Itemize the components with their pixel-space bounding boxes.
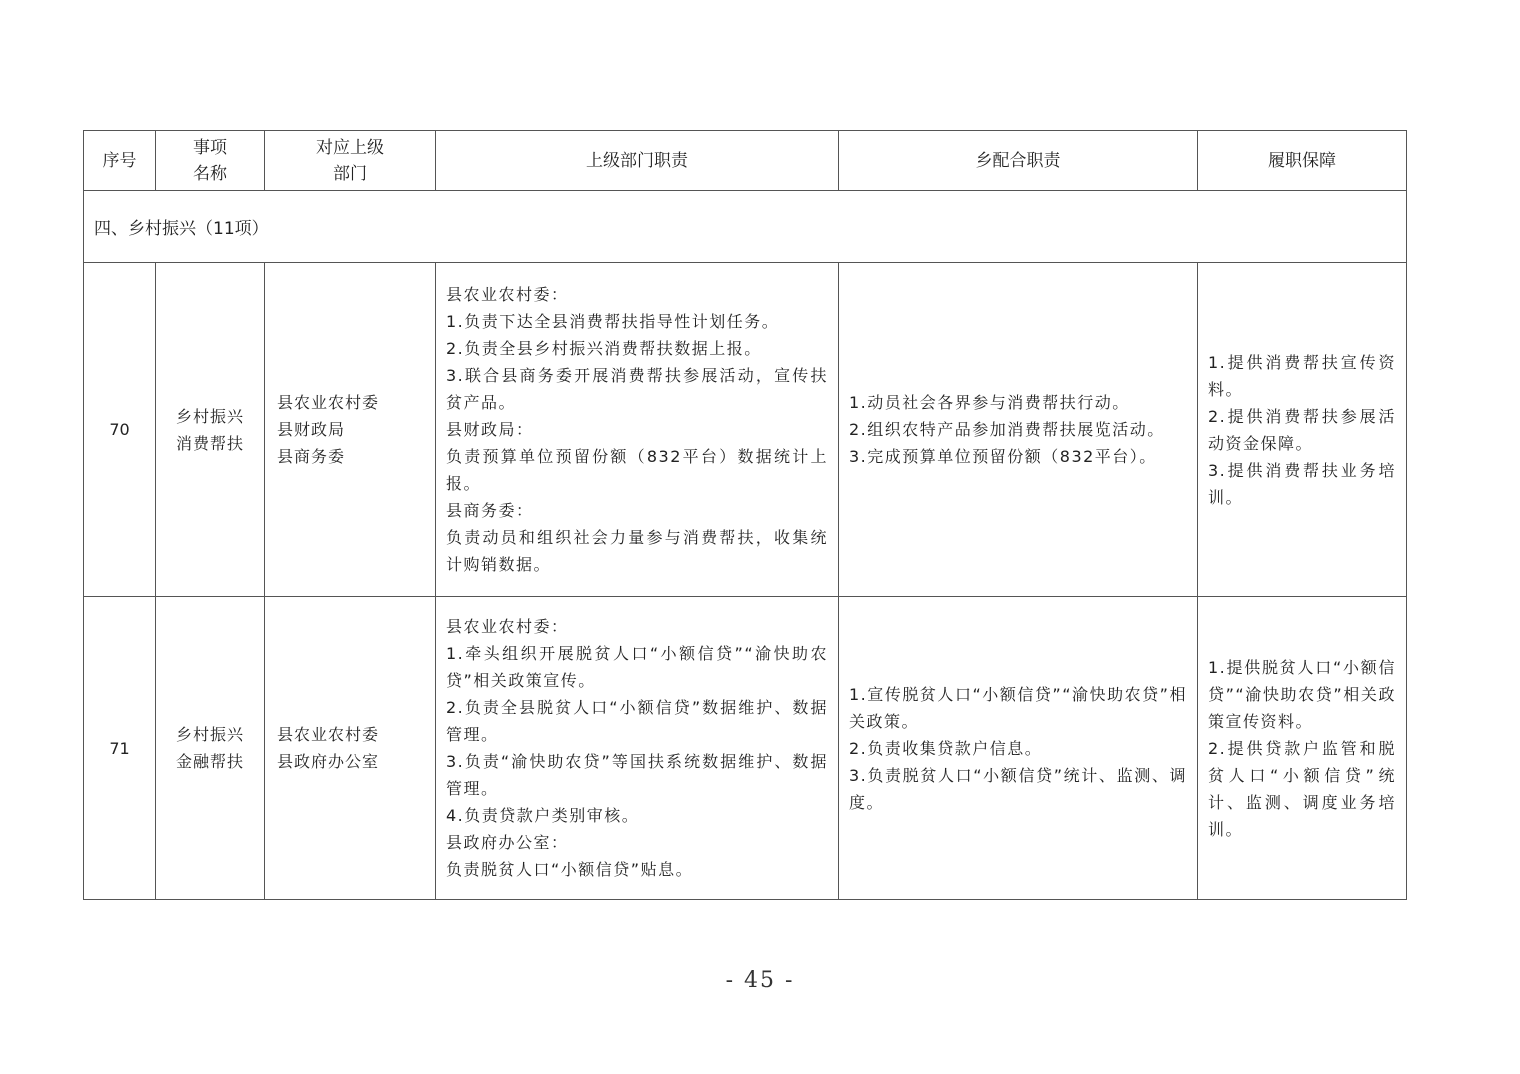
header-dept: 对应上级 部门 (265, 131, 436, 191)
header-num: 序号 (84, 131, 156, 191)
header-town-duty: 乡配合职责 (839, 131, 1198, 191)
upper-departments: 县农业农村委 县政府办公室 (265, 597, 436, 900)
row-number: 71 (84, 597, 156, 900)
table-row (84, 597, 1407, 900)
section-row (84, 191, 1407, 263)
section-title: 四、乡村振兴（11项） (84, 191, 1407, 263)
item-name: 乡村振兴 消费帮扶 (156, 263, 265, 597)
header-name: 事项 名称 (156, 131, 265, 191)
header-row (84, 131, 1407, 191)
page-number: - 45 - (725, 968, 795, 993)
header-upper-duty: 上级部门职责 (436, 131, 839, 191)
upper-duty: 县农业农村委： 1.负责下达全县消费帮扶指导性计划任务。 2.负责全县乡村振兴消费帮扶数据上报。 3.联合县商务委开展消费帮扶参展活动，宣传扶贫产品。 县财政局： 负责预算单位预留份额（832平台）数据统计上报。 县商务委： 负责动员和组织社会力量参与消费帮扶，收集统计购销数据。 (436, 263, 839, 597)
duty-table (83, 130, 1407, 900)
town-duty: 1.动员社会各界参与消费帮扶行动。 2.组织农特产品参加消费帮扶展览活动。 3.完成预算单位预留份额（832平台）。 (839, 263, 1198, 597)
item-name: 乡村振兴 金融帮扶 (156, 597, 265, 900)
table-row (84, 263, 1407, 597)
row-number: 70 (84, 263, 156, 597)
guarantee: 1.提供脱贫人口“小额信贷”“渝快助农贷”相关政策宣传资料。 2.提供贷款户监管和脱贫人口“小额信贷”统计、监测、调度业务培训。 (1198, 597, 1407, 900)
town-duty: 1.宣传脱贫人口“小额信贷”“渝快助农贷”相关政策。 2.负责收集贷款户信息。 3.负责脱贫人口“小额信贷”统计、监测、调度。 (839, 597, 1198, 900)
upper-duty: 县农业农村委： 1.牵头组织开展脱贫人口“小额信贷”“渝快助农贷”相关政策宣传。 2.负责全县脱贫人口“小额信贷”数据维护、数据管理。 3.负责“渝快助农贷”等国扶系统数据维护、数据管理。 4.负责贷款户类别审核。 县政府办公室： 负责脱贫人口“小额信贷”贴息。 (436, 597, 839, 900)
guarantee: 1.提供消费帮扶宣传资料。 2.提供消费帮扶参展活动资金保障。 3.提供消费帮扶业务培训。 (1198, 263, 1407, 597)
upper-departments: 县农业农村委 县财政局 县商务委 (265, 263, 436, 597)
header-guarantee: 履职保障 (1198, 131, 1407, 191)
